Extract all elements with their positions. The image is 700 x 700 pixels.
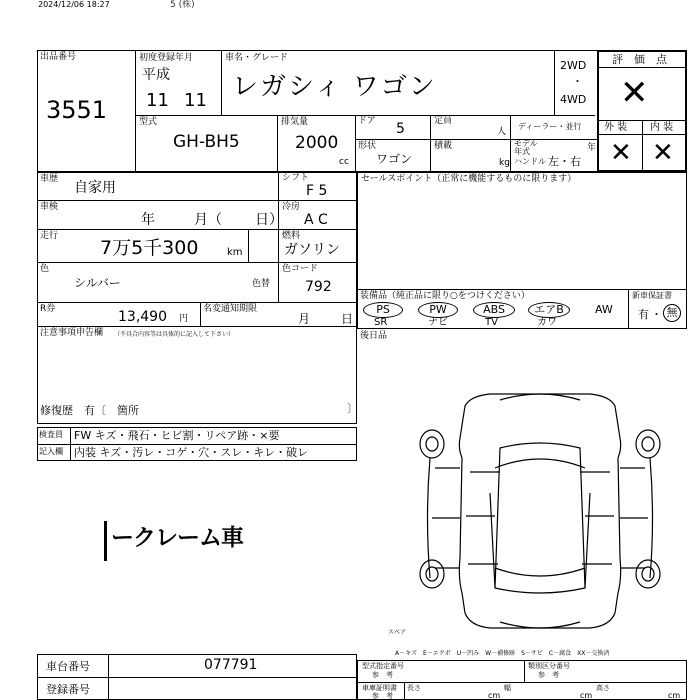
handle-value: 左・右 — [548, 155, 581, 168]
warranty-label: 新車保証書 — [632, 291, 672, 300]
cert-length-unit: cm — [488, 691, 501, 700]
drive-dot: ・ — [572, 75, 583, 88]
cert-length: 長さ — [407, 684, 421, 692]
cert-width-unit: cm — [580, 691, 593, 700]
shift-label: シフト — [282, 173, 310, 183]
recycle-label: R券 — [40, 304, 56, 314]
inspector-label1: 検査員 — [39, 430, 63, 439]
bottom-right-box — [357, 660, 687, 700]
type-designation-label: 型式指定番号 — [362, 662, 404, 670]
dealer-label: ディーラー・並行 — [518, 122, 582, 131]
model-label: 型式 — [139, 117, 158, 127]
rating-label: 評 価 点 — [612, 53, 667, 66]
exterior-mark: ✕ — [610, 138, 632, 168]
car-name: レガシィ ワゴン — [232, 72, 437, 102]
inspection-month: 月（ — [194, 212, 222, 228]
chassis-value: 077791 — [204, 657, 258, 673]
model-year-unit: 年 — [587, 143, 597, 153]
recycle-unit: 円 — [179, 314, 189, 324]
equip-sr: SR — [374, 317, 388, 328]
notes-sub: （不具合内容等は具体的に記入して下さい） — [114, 331, 235, 338]
wheel-fr — [636, 430, 660, 458]
cert-sub: 参 考 — [372, 692, 393, 700]
equip-abs: ABS — [473, 302, 515, 318]
history-value: 自家用 — [74, 180, 116, 196]
car-name-label: 車名・グレード — [225, 53, 289, 63]
name-change-month: 月 — [298, 312, 311, 326]
wheel-fl — [420, 430, 444, 458]
claim-stamp-text: ークレーム車 — [111, 525, 243, 551]
exterior-label: 外 装 — [604, 122, 628, 133]
damage-legend: A－キズ E－エクボ U－凹み W－補修跡 S－サビ C－腐食 XX－交換済 — [395, 650, 610, 657]
inspector-row2: 内装 キズ・汚レ・コゲ・穴・スレ・キレ・破レ — [74, 446, 309, 459]
registration-label: 初度登録年月 — [139, 53, 194, 63]
capacity-label: 定員 — [434, 116, 453, 126]
capacity-unit: 人 — [497, 127, 507, 137]
car-diagram — [410, 388, 670, 648]
body-label: 形状 — [358, 141, 377, 151]
doors-label: ドア — [358, 116, 376, 126]
repair-label: 修復歴 有〔 — [40, 404, 106, 417]
aircon-label: 冷房 — [282, 202, 301, 212]
registration-no-label: 登録番号 — [46, 683, 90, 696]
timestamp: 2024/12/06 18:27 — [38, 0, 110, 9]
equip-ps: PS — [363, 302, 403, 318]
load-unit: kg — [499, 158, 510, 168]
lot-label: 出品番号 — [40, 52, 77, 62]
rating-mark: ✕ — [620, 73, 649, 113]
recycle-value: 13,490 — [118, 309, 167, 325]
displacement-label: 排気量 — [281, 117, 309, 127]
displacement-unit: cc — [339, 157, 349, 167]
type-designation-sub: 参 考 — [372, 671, 393, 679]
warranty-yes: 有 — [638, 308, 649, 321]
color-change-label: 色替 — [252, 279, 271, 289]
claim-stamp — [104, 521, 263, 561]
mileage-unit: km — [227, 247, 243, 258]
class-number-label: 類別区分番号 — [528, 662, 570, 670]
drive-4wd: 4WD — [560, 93, 587, 106]
registration-month: 11 — [184, 90, 207, 111]
repair-close: 〕 — [347, 402, 358, 415]
mileage-value: 7万5千300 — [100, 237, 199, 259]
windshield — [495, 459, 585, 468]
cert-height: 高さ — [596, 684, 610, 692]
fuel-value: ガソリン — [284, 242, 340, 258]
load-label: 積載 — [434, 141, 453, 151]
color-code-label: 色コード — [282, 264, 319, 274]
cert-label: 車庫証明書 — [362, 684, 397, 692]
class-number-sub: 参 考 — [538, 671, 559, 679]
chassis-label: 車台番号 — [46, 660, 90, 673]
equip-aw: AW — [595, 303, 613, 316]
roof-outline — [495, 443, 585, 593]
shift-value: F 5 — [306, 183, 328, 199]
fuel-label: 燃料 — [282, 231, 301, 241]
wheel-rl — [420, 560, 444, 588]
displacement-value: 2000 — [295, 133, 339, 153]
interior-mark: ✕ — [652, 138, 674, 168]
inspection-year: 年 — [141, 212, 155, 228]
registration-era: 平成 — [142, 67, 170, 83]
doors-value: 5 — [396, 121, 405, 137]
wheel-rr — [636, 560, 660, 588]
sales-points-label: セールスポイント（正常に機能するものに限ります） — [361, 174, 577, 184]
lot-number: 3551 — [46, 96, 108, 124]
equip-tv: TV — [485, 317, 498, 328]
cert-height-unit: cm — [668, 691, 681, 700]
history-label: 車歴 — [40, 174, 59, 184]
cert-width: 幅 — [504, 684, 511, 692]
rear-window — [495, 568, 585, 576]
interior-label: 内 装 — [650, 122, 674, 133]
name-change-day: 日 — [341, 312, 354, 326]
inspector-row1: FW キズ・飛石・ヒビ割・リペア跡・×要 — [74, 429, 280, 442]
drive-2wd: 2WD — [560, 59, 587, 72]
model-year-label1: モデル — [514, 139, 538, 148]
handle-label: ハンドル — [514, 157, 546, 166]
equipment-label: 装備品（純正品に限り○をつけください） — [360, 291, 530, 301]
equip-navi: ナビ — [428, 317, 448, 328]
equip-leather: カワ — [537, 317, 557, 328]
mileage-label: 走行 — [40, 231, 59, 241]
details-section — [37, 172, 357, 424]
model-year-label2: 年式 — [514, 147, 530, 156]
door-lines-left — [432, 468, 460, 568]
notes-label: 注意事項申告欄 — [40, 328, 104, 338]
spare-label: スペア — [388, 629, 407, 636]
top-fragment: 5 (株) — [170, 0, 195, 10]
sales-equipment-section — [357, 172, 687, 329]
model-value: GH-BH5 — [173, 132, 240, 152]
warranty-no: 無 — [663, 304, 681, 322]
color-label: 色 — [40, 264, 50, 274]
color-code-value: 792 — [305, 279, 332, 295]
inspector-label2: 記入欄 — [39, 447, 63, 456]
equip-airbag: エアB — [528, 302, 570, 318]
body-value: ワゴン — [376, 152, 413, 166]
inspection-day: 日） — [255, 212, 283, 228]
name-change-label: 名変通知期限 — [203, 304, 258, 314]
inspection-label: 車検 — [40, 202, 59, 212]
equip-pw: PW — [418, 302, 458, 318]
aircon-value: A C — [304, 212, 328, 228]
repair-suffix: 箇所 — [117, 404, 139, 417]
door-lines-right — [620, 468, 648, 568]
color-value: シルバー — [74, 276, 121, 290]
rear-seat-label: 後日品 — [360, 331, 388, 341]
registration-year: 11 — [146, 90, 169, 111]
